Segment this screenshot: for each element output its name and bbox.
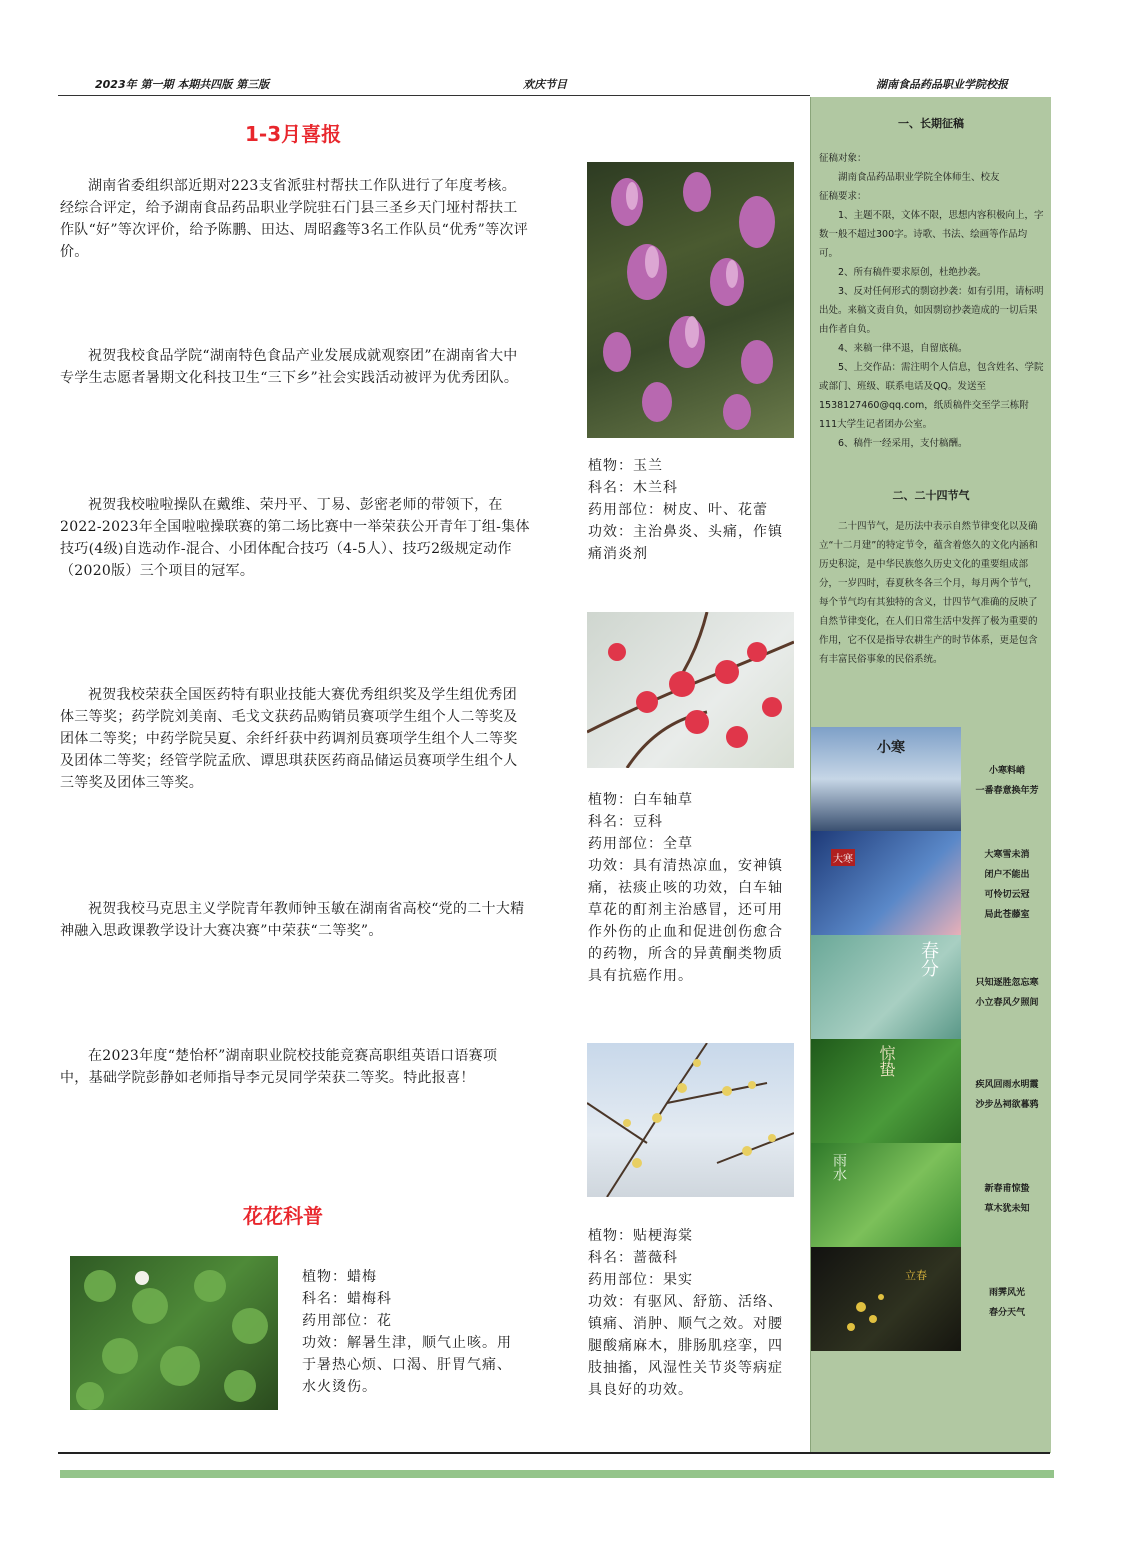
season-poem-jingzhe: 疾风回雨水明霞 沙步丛祠欲暮鸦 xyxy=(975,1080,1039,1110)
season-label: 惊蛰 xyxy=(877,1045,896,1077)
season-image-xiaohan xyxy=(811,727,961,831)
season-poem-dahan: 大寒雪未消 闭户不能出 可怜切云冠 局此苍藤室 xyxy=(984,850,1030,920)
magnolia-photo xyxy=(587,162,794,438)
season-label: 小寒 xyxy=(877,740,905,756)
page-title: 1-3月喜报 xyxy=(245,122,342,146)
science-title: 花花科普 xyxy=(243,1204,323,1228)
column-name: 欢庆节目 xyxy=(523,78,567,91)
sidebar xyxy=(810,97,1051,1453)
season-image-lichun xyxy=(811,1247,961,1351)
plant-info-magnolia: 植物：玉兰 科名：木兰科 药用部位：树皮、叶、花蕾 功效：主治鼻炎、头痛，作镇痛消炎剂 xyxy=(588,458,783,562)
plant-info-quince: 植物：贴梗海棠 科名：蔷薇科 药用部位：果实 功效：有驱风、舒筋、活络、镇痛、消肿、顺气之效。对腰腿酸痛麻木，腓肠肌痉挛，四肢抽搐，风湿性关节炎等病症具良好的功效。 xyxy=(588,1228,783,1398)
wintersweet-photo xyxy=(587,1043,794,1197)
season-poem-yushui: 新春甫惊蛰 草木犹未知 xyxy=(984,1184,1030,1214)
solar-terms-title: 二、二十四节气 xyxy=(892,489,970,502)
season-label: 春分 xyxy=(918,941,939,977)
news-item-3: 祝贺我校啦啦操队在戴维、荣丹平、丁易、彭密老师的带领下，在2022-2023年全国啦啦操联赛的第二场比赛中一举荣获公开青年丁组-集体技巧(4级)自选动作-混合、小团体配合技巧（4-5人）、技巧2级规定动作（2020版）三个项目的冠军。 xyxy=(60,497,530,579)
header-rule xyxy=(58,95,810,96)
call-for-papers-body: 征稿对象： 湖南食品药品职业学院全体师生、校友 征稿要求： 1、主题不限，文体不限，思想内容积极向上，字数一般不超过300字。诗歌、书法、绘画等作品均可。 2、所有稿件要求原创，杜绝抄袭。 3、反对任何形式的剽窃抄袭：如有引用，请标明出处。来稿文责自负，如因剽窃抄袭造成的一切后果由作者自负。 4、来稿一律不退，自留底稿。 5、上交作品：需注明个人信息，包含姓名、学院或部门、班级、联系电话及QQ。发送至1538127460@qq.com，纸质稿件交至学三栋附111大学生记者团办公室。 6、稿件一经采用，支付稿酬。 xyxy=(819,153,1044,449)
season-image-jingzhe xyxy=(811,1039,961,1143)
season-image-yushui xyxy=(811,1143,961,1247)
season-poem-lichun: 雨霁风光 春分天气 xyxy=(988,1288,1025,1318)
plant-info-wintersweet: 植物：蜡梅 科名：蜡梅科 药用部位：花 功效：解暑生津，顺气止咳。用于暑热心烦、口渴、肝胃气痛、水火烫伤。 xyxy=(302,1269,512,1395)
footer-rule xyxy=(58,1452,1050,1454)
season-image-chunfen xyxy=(811,935,961,1039)
news-item-2: 祝贺我校食品学院“湖南特色食品产业发展成就观察团”在湖南省大中专学生志愿者暑期文化科技卫生“三下乡”社会实践活动被评为优秀团队。 xyxy=(60,348,519,386)
season-image-dahan xyxy=(811,831,961,935)
season-label: 雨水 xyxy=(831,1153,847,1181)
season-poem-chunfen: 只知逐胜忽忘寒 小立春风夕照间 xyxy=(975,978,1039,1008)
season-poem-xiaohan: 小寒料峭 一番春意换年芳 xyxy=(975,766,1039,796)
paper-name: 湖南食品药品职业学院校报 xyxy=(876,78,1008,91)
call-for-papers-title: 一、长期征稿 xyxy=(898,117,964,130)
clover-photo xyxy=(70,1256,278,1410)
solar-terms-body: 二十四节气，是历法中表示自然节律变化以及确立“十二月建”的特定节令，蕴含着悠久的文化内涵和历史积淀，是中华民族悠久历史文化的重要组成部分，一岁四时，春夏秋冬各三个月，每月两个节气，每个节气均有其独特的含义，廿四节气准确的反映了自然节律变化，在人们日常生活中发挥了极为重要的作用，它不仅是指导农耕生产的时节体系，更是包含有丰富民俗事象的民俗系统。 xyxy=(819,521,1038,665)
issue-info: 2023年 第一期 本期共四版 第三版 xyxy=(95,78,270,91)
news-item-1: 湖南省委组织部近期对223支省派驻村帮扶工作队进行了年度考核。经综合评定，给予湖南食品药品职业学院驻石门县三圣乡天门垭村帮扶工作队“好”等次评价，给予陈鹏、田达、周昭鑫等3名工作队员“优秀”等次评价。 xyxy=(60,178,529,260)
footer-bar xyxy=(60,1470,1054,1478)
quince-photo xyxy=(587,612,794,768)
plant-info-clover: 植物：白车轴草 科名：豆科 药用部位：全草 功效：具有清热凉血，安神镇痛，祛痰止咳的功效，白车轴草花的酊剂主治感冒，还可用作外伤的止血和促进创伤愈合的药物，所含的异黄酮类物质具有抗癌作用。 xyxy=(588,792,783,984)
news-item-5: 祝贺我校马克思主义学院青年教师钟玉敏在湖南省高校“党的二十大精神融入思政课教学设计大赛决赛”中荣获“二等奖”。 xyxy=(60,901,525,939)
news-item-4: 祝贺我校荣获全国医药特有职业技能大赛优秀组织奖及学生组优秀团体三等奖；药学院刘美南、毛戈文获药品购销员赛项学生组个人二等奖及团体二等奖；中药学院吴夏、余纤纤获中药调剂员赛项学生组个人二等奖及团体二等奖；经管学院孟欣、谭思琪获医药商品储运员赛项学生组个人三等奖及团体三等奖。 xyxy=(60,687,518,791)
season-label: 立春 xyxy=(905,1269,927,1282)
season-label: 大寒 xyxy=(831,849,855,866)
news-item-6: 在2023年度“楚怡杯”湖南职业院校技能竞赛高职组英语口语赛项 中，基础学院彭静如老师指导李元炅同学荣获二等奖。特此报喜！ xyxy=(60,1048,498,1086)
